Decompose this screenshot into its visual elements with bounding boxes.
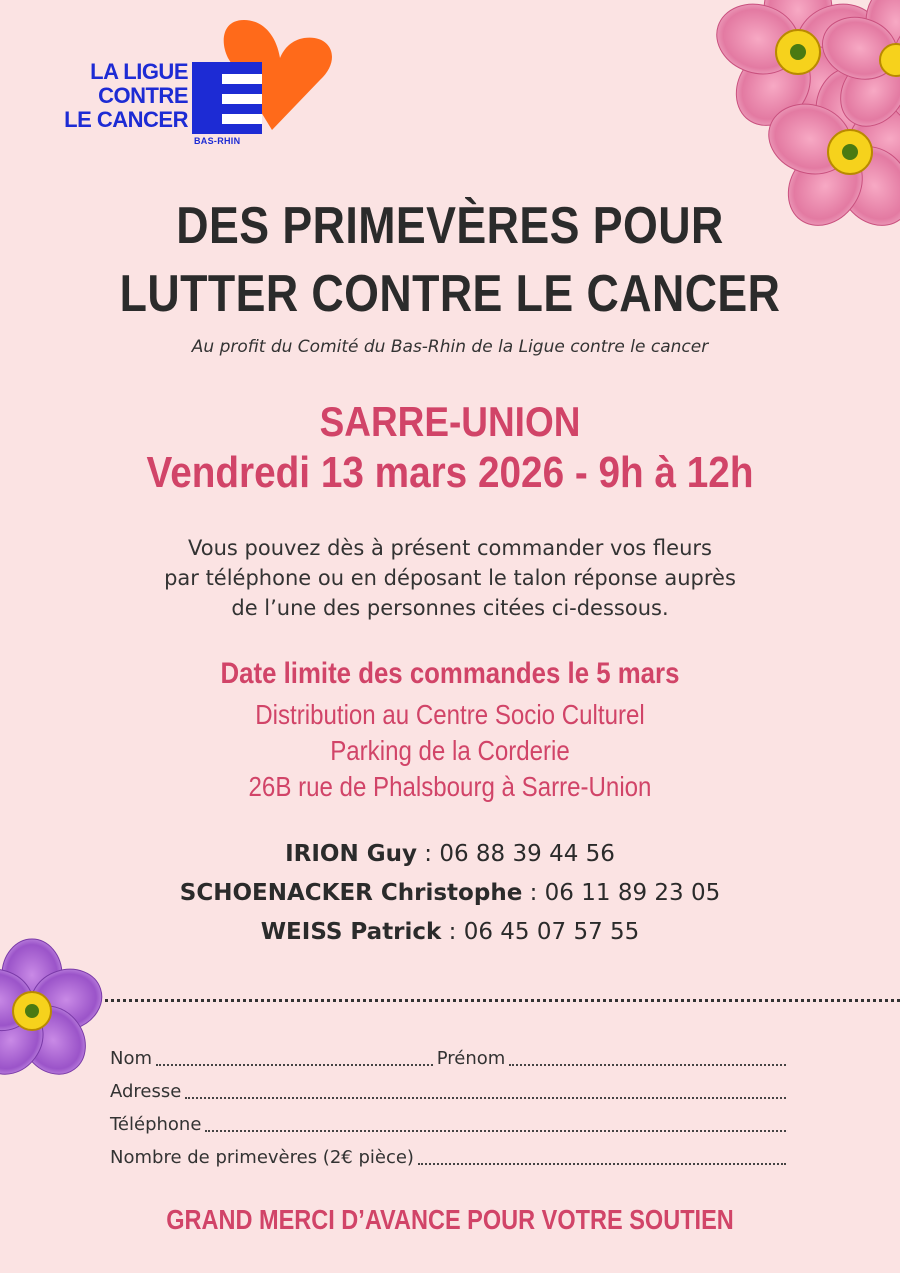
logo-line-2: CONTRE [98,83,188,108]
purple-primrose-flower-icon [0,935,110,1095]
place-line-2: Parking de la Corderie [330,735,570,766]
event-date: Vendredi 13 mars 2026 - 9h à 12h [146,448,754,497]
intro-paragraph [0,533,900,623]
nom-label: Nom [110,1048,153,1069]
form-row-phone [110,1108,790,1141]
prenom-label: Prénom [436,1048,506,1069]
form-row-quantity [110,1141,790,1174]
cut-line-divider [105,999,900,1002]
title-line-1: DES PRIMEVÈRES POUR [176,197,724,255]
nombre-field[interactable] [418,1141,786,1174]
logo-subtitle: BAS-RHIN [194,136,241,146]
intro-line-3: de l’une des personnes citées ci-dessous. [231,596,669,620]
title-line-2: LUTTER CONTRE LE CANCER [119,265,781,323]
contact-phone: : 06 11 89 23 05 [522,880,721,906]
distribution-place [63,697,837,805]
order-reply-form [110,1042,790,1174]
telephone-label: Téléphone [110,1114,202,1135]
nom-field[interactable] [156,1042,433,1075]
order-deadline: Date limite des commandes le 5 mars [220,657,680,690]
nombre-label: Nombre de primevères (2€ pièce) [110,1147,414,1168]
prenom-field[interactable] [509,1042,786,1075]
contact-row [0,874,900,913]
contact-phone: : 06 45 07 57 55 [441,919,640,945]
contact-row [0,835,900,874]
contact-name: WEISS Patrick [260,919,442,945]
place-line-3: 26B rue de Phalsbourg à Sarre-Union [248,771,652,802]
place-line-1: Distribution au Centre Socio Culturel [255,699,645,730]
contact-name: IRION Guy [285,841,417,867]
thanks-message: GRAND MERCI D’AVANCE POUR VOTRE SOUTIEN [166,1204,734,1235]
page-title [63,192,837,328]
logo-line-3: LE CANCER [64,107,188,132]
event-city: SARRE-UNION [319,398,581,445]
contact-name: SCHOENACKER Christophe [179,880,523,906]
form-row-address [110,1075,790,1108]
logo-wordmark [28,60,188,132]
contact-phone: : 06 88 39 44 56 [416,841,615,867]
intro-line-1: Vous pouvez dès à présent commander vos fleurs [188,536,712,560]
telephone-field[interactable] [205,1108,786,1141]
adresse-label: Adresse [110,1081,182,1102]
logo-line-1: LA LIGUE [90,59,188,84]
contact-list [0,835,900,952]
contact-row [0,913,900,952]
adresse-field[interactable] [185,1075,786,1108]
page-subtitle: Au profit du Comité du Bas-Rhin de la Ligue contre le cancer [191,337,709,357]
heart-e-logo-icon [192,20,342,135]
ligue-contre-le-cancer-logo [28,20,318,150]
intro-line-2: par téléphone ou en déposant le talon réponse auprès [164,566,736,590]
form-row-name [110,1042,790,1075]
